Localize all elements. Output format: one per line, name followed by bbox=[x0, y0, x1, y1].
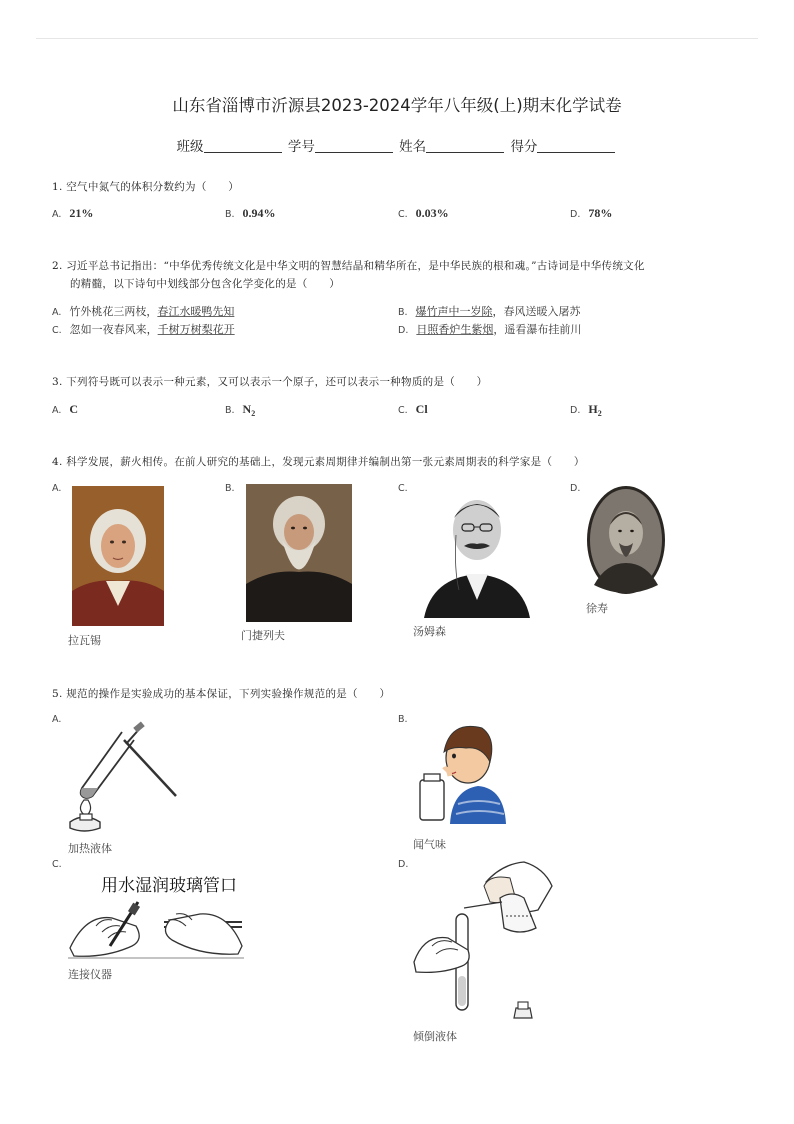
question-3-option-a: A. C bbox=[52, 402, 79, 416]
question-4-option-b-letter: B. bbox=[225, 483, 235, 494]
question-1-option-d: D. 78% bbox=[570, 206, 613, 220]
id-label: 学号 bbox=[287, 139, 315, 155]
question-5-option-c-caption: 连接仪器 bbox=[68, 968, 112, 981]
question-5-option-a-letter: A. bbox=[52, 714, 62, 725]
thomson-portrait bbox=[414, 480, 540, 618]
question-5-option-c-letter: C. bbox=[52, 859, 62, 870]
heating-liquid-diagram bbox=[64, 718, 182, 836]
question-5-stem: 5. 规范的操作是实验成功的基本保证，下列实验操作规范的是（ ） bbox=[52, 688, 391, 700]
question-1-option-a: A. 21% bbox=[52, 206, 94, 220]
question-2-option-d: D. 日照香炉生紫烟，遥看瀑布挂前川 bbox=[398, 323, 582, 336]
name-label: 姓名 bbox=[399, 139, 427, 155]
question-2-option-a: A. 竹外桃花三两枝，春江水暖鸭先知 bbox=[52, 305, 235, 318]
question-4-option-a-caption: 拉瓦锡 bbox=[68, 634, 101, 647]
lavoisier-portrait bbox=[72, 486, 164, 626]
score-label: 得分 bbox=[510, 139, 538, 155]
question-5-option-b-caption: 闻气味 bbox=[413, 838, 446, 851]
question-5-option-d-letter: D. bbox=[398, 859, 409, 870]
connect-instrument-heading: 用水湿润玻璃管口 bbox=[101, 876, 237, 896]
question-4-option-c-caption: 汤姆森 bbox=[413, 625, 446, 638]
question-4-stem: 4. 科学发展，薪火相传。在前人研究的基础上，发现元素周期律并编制出第一张元素周期表的科学家是（ ） bbox=[52, 456, 585, 468]
question-3-option-c: C. Cl bbox=[398, 402, 428, 416]
question-4-option-b-caption: 门捷列夫 bbox=[241, 629, 285, 642]
header-divider bbox=[36, 38, 758, 39]
name-blank bbox=[426, 138, 504, 153]
student-info-line bbox=[0, 135, 794, 155]
question-3-option-b: B. $N_2$ bbox=[225, 402, 256, 419]
question-2-stem-line1: 2. 习近平总书记指出：“中华优秀传统文化是中华文明的智慧结晶和精华所在，是中华民族的根和魂。”古诗词是中华传统文化 bbox=[52, 260, 645, 272]
exam-title: 山东省淄博市沂源县2023-2024学年八年级(上)期末化学试卷 bbox=[172, 96, 622, 115]
question-2-option-b: B. 爆竹声中一岁除，春风送暖入屠苏 bbox=[398, 305, 581, 318]
id-blank bbox=[315, 138, 393, 153]
question-4-option-d-caption: 徐寿 bbox=[586, 602, 608, 615]
question-1-option-c: C. 0.03% bbox=[398, 206, 449, 220]
question-2-stem-line2: 的精髓，以下诗句中划线部分包含化学变化的是（ ） bbox=[70, 278, 340, 290]
question-5-option-a-caption: 加热液体 bbox=[68, 842, 112, 855]
question-1-option-b: B. 0.94% bbox=[225, 206, 276, 220]
pouring-liquid-diagram bbox=[412, 858, 562, 1026]
mendeleev-portrait bbox=[246, 484, 352, 622]
score-blank bbox=[537, 138, 615, 153]
connecting-instruments-diagram bbox=[66, 896, 246, 960]
question-4-option-a-letter: A. bbox=[52, 483, 62, 494]
question-3-stem: 3. 下列符号既可以表示一种元素，又可以表示一个原子，还可以表示一种物质的是（ ） bbox=[52, 376, 488, 388]
class-label: 班级 bbox=[176, 139, 204, 155]
question-1-stem: 1. 空气中氮气的体积分数约为（ ） bbox=[52, 181, 240, 193]
class-blank bbox=[204, 138, 282, 153]
question-4-option-c-letter: C. bbox=[398, 483, 408, 494]
smelling-gas-diagram bbox=[414, 718, 510, 824]
xu-shou-portrait bbox=[586, 485, 666, 595]
question-5-option-b-letter: B. bbox=[398, 714, 408, 725]
question-4-option-d-letter: D. bbox=[570, 483, 581, 494]
question-3-option-d: D. $H_2$ bbox=[570, 402, 602, 419]
question-5-option-d-caption: 倾倒液体 bbox=[413, 1030, 457, 1043]
question-2-option-c: C. 忽如一夜春风来，千树万树梨花开 bbox=[52, 323, 235, 336]
